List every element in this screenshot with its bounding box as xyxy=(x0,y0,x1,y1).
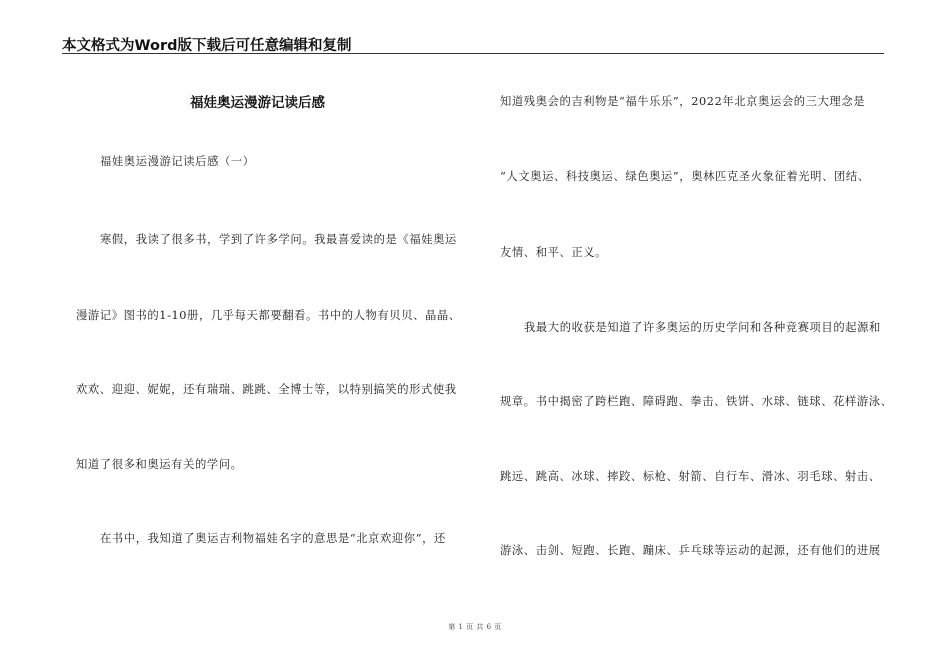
page-indicator: 第 1 页 共 6 页 xyxy=(448,623,502,631)
document-title: 福娃奥运漫游记读后感 xyxy=(190,95,325,111)
right-line-5: 规章。书中揭密了跨栏跑、障碍跑、拳击、铁饼、水球、链球、花样游泳、 xyxy=(500,395,893,408)
right-line-4: 我最大的收获是知道了许多奥运的历史学问和各种竞赛项目的起源和 xyxy=(524,321,881,334)
left-line-2: 寒假，我读了很多书，学到了许多学问。我最喜爱读的是《福娃奥运 xyxy=(100,233,457,246)
right-line-2: “人文奥运、科技奥运、绿色奥运”，奥林匹克圣火象征着光明、团结、 xyxy=(500,170,870,183)
left-line-1: 福娃奥运漫游记读后感（一） xyxy=(100,155,255,168)
document-banner: 本文格式为Word版下载后可任意编辑和复制 xyxy=(62,38,352,54)
right-line-6: 跳远、跳高、冰球、摔跤、标枪、射箭、自行车、滑冰、羽毛球、射击、 xyxy=(500,470,881,483)
right-line-1: 知道残奥会的吉利物是“福牛乐乐”，2022年北京奥运会的三大理念是 xyxy=(500,95,866,108)
left-line-6: 在书中，我知道了奥运吉利物福娃名字的意思是“北京欢迎你”，还 xyxy=(100,532,446,545)
left-line-3: 漫游记》图书的1-10册，几乎每天都要翻看。书中的人物有贝贝、晶晶、 xyxy=(76,309,461,322)
left-line-5: 知道了很多和奥运有关的学问。 xyxy=(76,458,243,471)
left-line-4: 欢欢、迎迎、妮妮，还有瑞瑞、跳跳、全博士等，以特别搞笑的形式使我 xyxy=(76,383,457,396)
right-line-3: 友情、和平、正义。 xyxy=(500,246,608,259)
right-line-7: 游泳、击剑、短跑、长跑、蹦床、乒乓球等运动的起源，还有他们的进展 xyxy=(500,544,881,557)
header-divider xyxy=(62,53,884,54)
